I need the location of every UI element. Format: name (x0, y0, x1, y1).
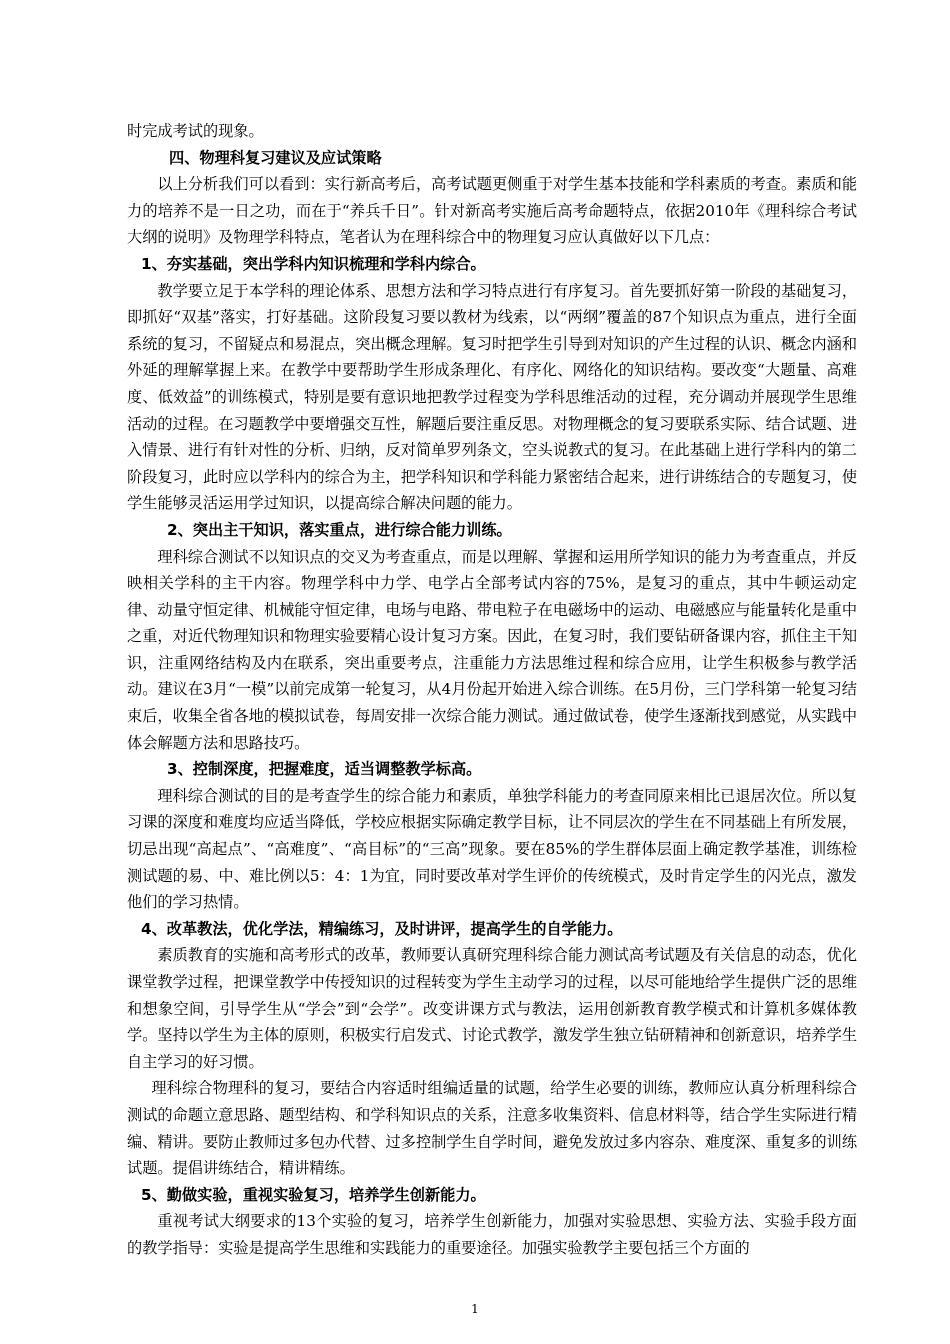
paragraph: 理科综合测试的目的是考查学生的综合能力和素质，单独学科能力的考查同原来相比已退居次位。所以复习课的深度和难度均应适当降低，学校应根据实际确定教学目标，让不同层次的学生在不同基础上有所发展，切忌出现“高起点”、“高难度”、“高目标”的“三高”现象。要在85%的学生群体层面上确定教学基准，训练检测试题的易、中、难比例以5：4：1为宜，同时要改革对学生评价的传统模式，及时肯定学生的闪光点，激发他们的学习热情。 (127, 786, 857, 912)
paragraph-continuation: 时完成考试的现象。 (127, 122, 264, 140)
document-body (127, 118, 857, 1262)
paragraph: 以上分析我们可以看到：实行新高考后，高考试题更侧重于对学生基本技能和学科素质的考查。素质和能力的培养不是一日之功，而在于“养兵千日”。针对新高考实施后高考命题特点，依据2010年《理科综合考试大纲的说明》及物理学科特点，笔者认为在理科综合中的物理复习应认真做好以下几点： (127, 175, 857, 247)
subheading-4: 4、改革教法，优化学法，精编练习，及时讲评，提高学生的自学能力。 (141, 919, 623, 938)
subheading-2: 2、突出主干知识，落实重点，进行综合能力训练。 (167, 520, 512, 539)
paragraph: 素质教育的实施和高考形式的改革，教师要认真研究理科综合能力测试高考试题及有关信息的动态，优化课堂教学过程，把课堂教学中传授知识的过程转变为学生主动学习的过程，以尽可能地给学生提供广泛的思维和想象空间，引导学生从“学会”到“会学”。改变讲课方式与教法，运用创新教育教学模式和计算机多媒体教学。坚持以学生为主体的原则，积极实行启发式、讨论式教学，激发学生独立钻研精神和创新意识，培养学生自主学习的好习惯。 (127, 946, 857, 1071)
paragraph: 理科综合物理科的复习，要结合内容适时组编适量的试题，给学生必要的训练，教师应认真分析理科综合测试的命题立意思路、题型结构、和学科知识点的关系，注意多收集资料、信息材料等，结合学生实际进行精编、精讲。要防止教师过多包办代替、过多控制学生自学时间，避免发放过多内容杂、难度深、重复多的训练试题。提倡讲练结合，精讲精练。 (127, 1079, 857, 1178)
subheading-3: 3、控制深度，把握难度，适当调整教学标高。 (167, 760, 482, 779)
subheading-5: 5、勤做实验，重视实验复习，培养学生创新能力。 (141, 1185, 486, 1204)
page-number: 1 (471, 1302, 479, 1316)
subheading-1: 1、夯实基础，突出学科内知识梳理和学科内综合。 (141, 254, 486, 273)
paragraph: 理科综合测试不以知识点的交叉为考查重点，而是以理解、掌握和运用所学知识的能力为考查重点，并反映相关学科的主干内容。物理学科中力学、电学占全部考试内容的75%，是复习的重点，其中牛顿运动定律、动量守恒定律、机械能守恒定律，电场与电路、带电粒子在电磁场中的运动、电磁感应与能量转化是重中之重，对近代物理知识和物理实验要精心设计复习方案。因此，在复习时，我们要钻研备课内容，抓住主干知识，注重网络结构及内在联系，突出重要考点，注重能力方法思维过程和综合应用，让学生积极参与教学活动。建议在3月“一模”以前完成第一轮复习，从4月份起开始进入综合训练。在5月份，三门学科第一轮复习结束后，收集全省各地的模拟试卷，每周安排一次综合能力测试。通过做试卷，使学生逐渐找到感觉，从实践中体会解题方法和思路技巧。 (127, 547, 857, 752)
section-heading: 四、物理科复习建议及应试策略 (169, 148, 382, 167)
paragraph: 重视考试大纲要求的13个实验的复习，培养学生创新能力，加强对实验思想、实验方法、实验手段方面的教学指导：实验是提高学生思维和实践能力的重要途径。加强实验教学主要包括三个方面的 (127, 1212, 857, 1257)
paragraph: 教学要立足于本学科的理论体系、思想方法和学习特点进行有序复习。首先要抓好第一阶段的基础复习，即抓好“双基”落实，打好基础。这阶段复习要以教材为线索，以“两纲”覆盖的87个知识点为重点，进行全面系统的复习，不留疑点和易混点，突出概念理解。复习时把学生引导到对知识的产生过程的认识、概念内涵和外延的理解掌握上来。在教学中要帮助学生形成条理化、有序化、网络化的知识结构。要改变“大题量、高难度、低效益”的训练模式，特别是要有意识地把教学过程变为学科思维活动的过程，充分调动并展现学生思维活动的过程。在习题教学中要增强交互性，解题后要注重反思。对物理概念的复习要联系实际、结合试题、进入情景、进行有针对性的分析、归纳，反对简单罗列条文，空头说教式的复习。在此基础上进行学科内的第二阶段复习，此时应以学科内的综合为主，把学科知识和学科能力紧密结合起来，进行讲练结合的专题复习，使学生能够灵活运用学过知识，以提高综合解决问题的能力。 (127, 281, 857, 513)
